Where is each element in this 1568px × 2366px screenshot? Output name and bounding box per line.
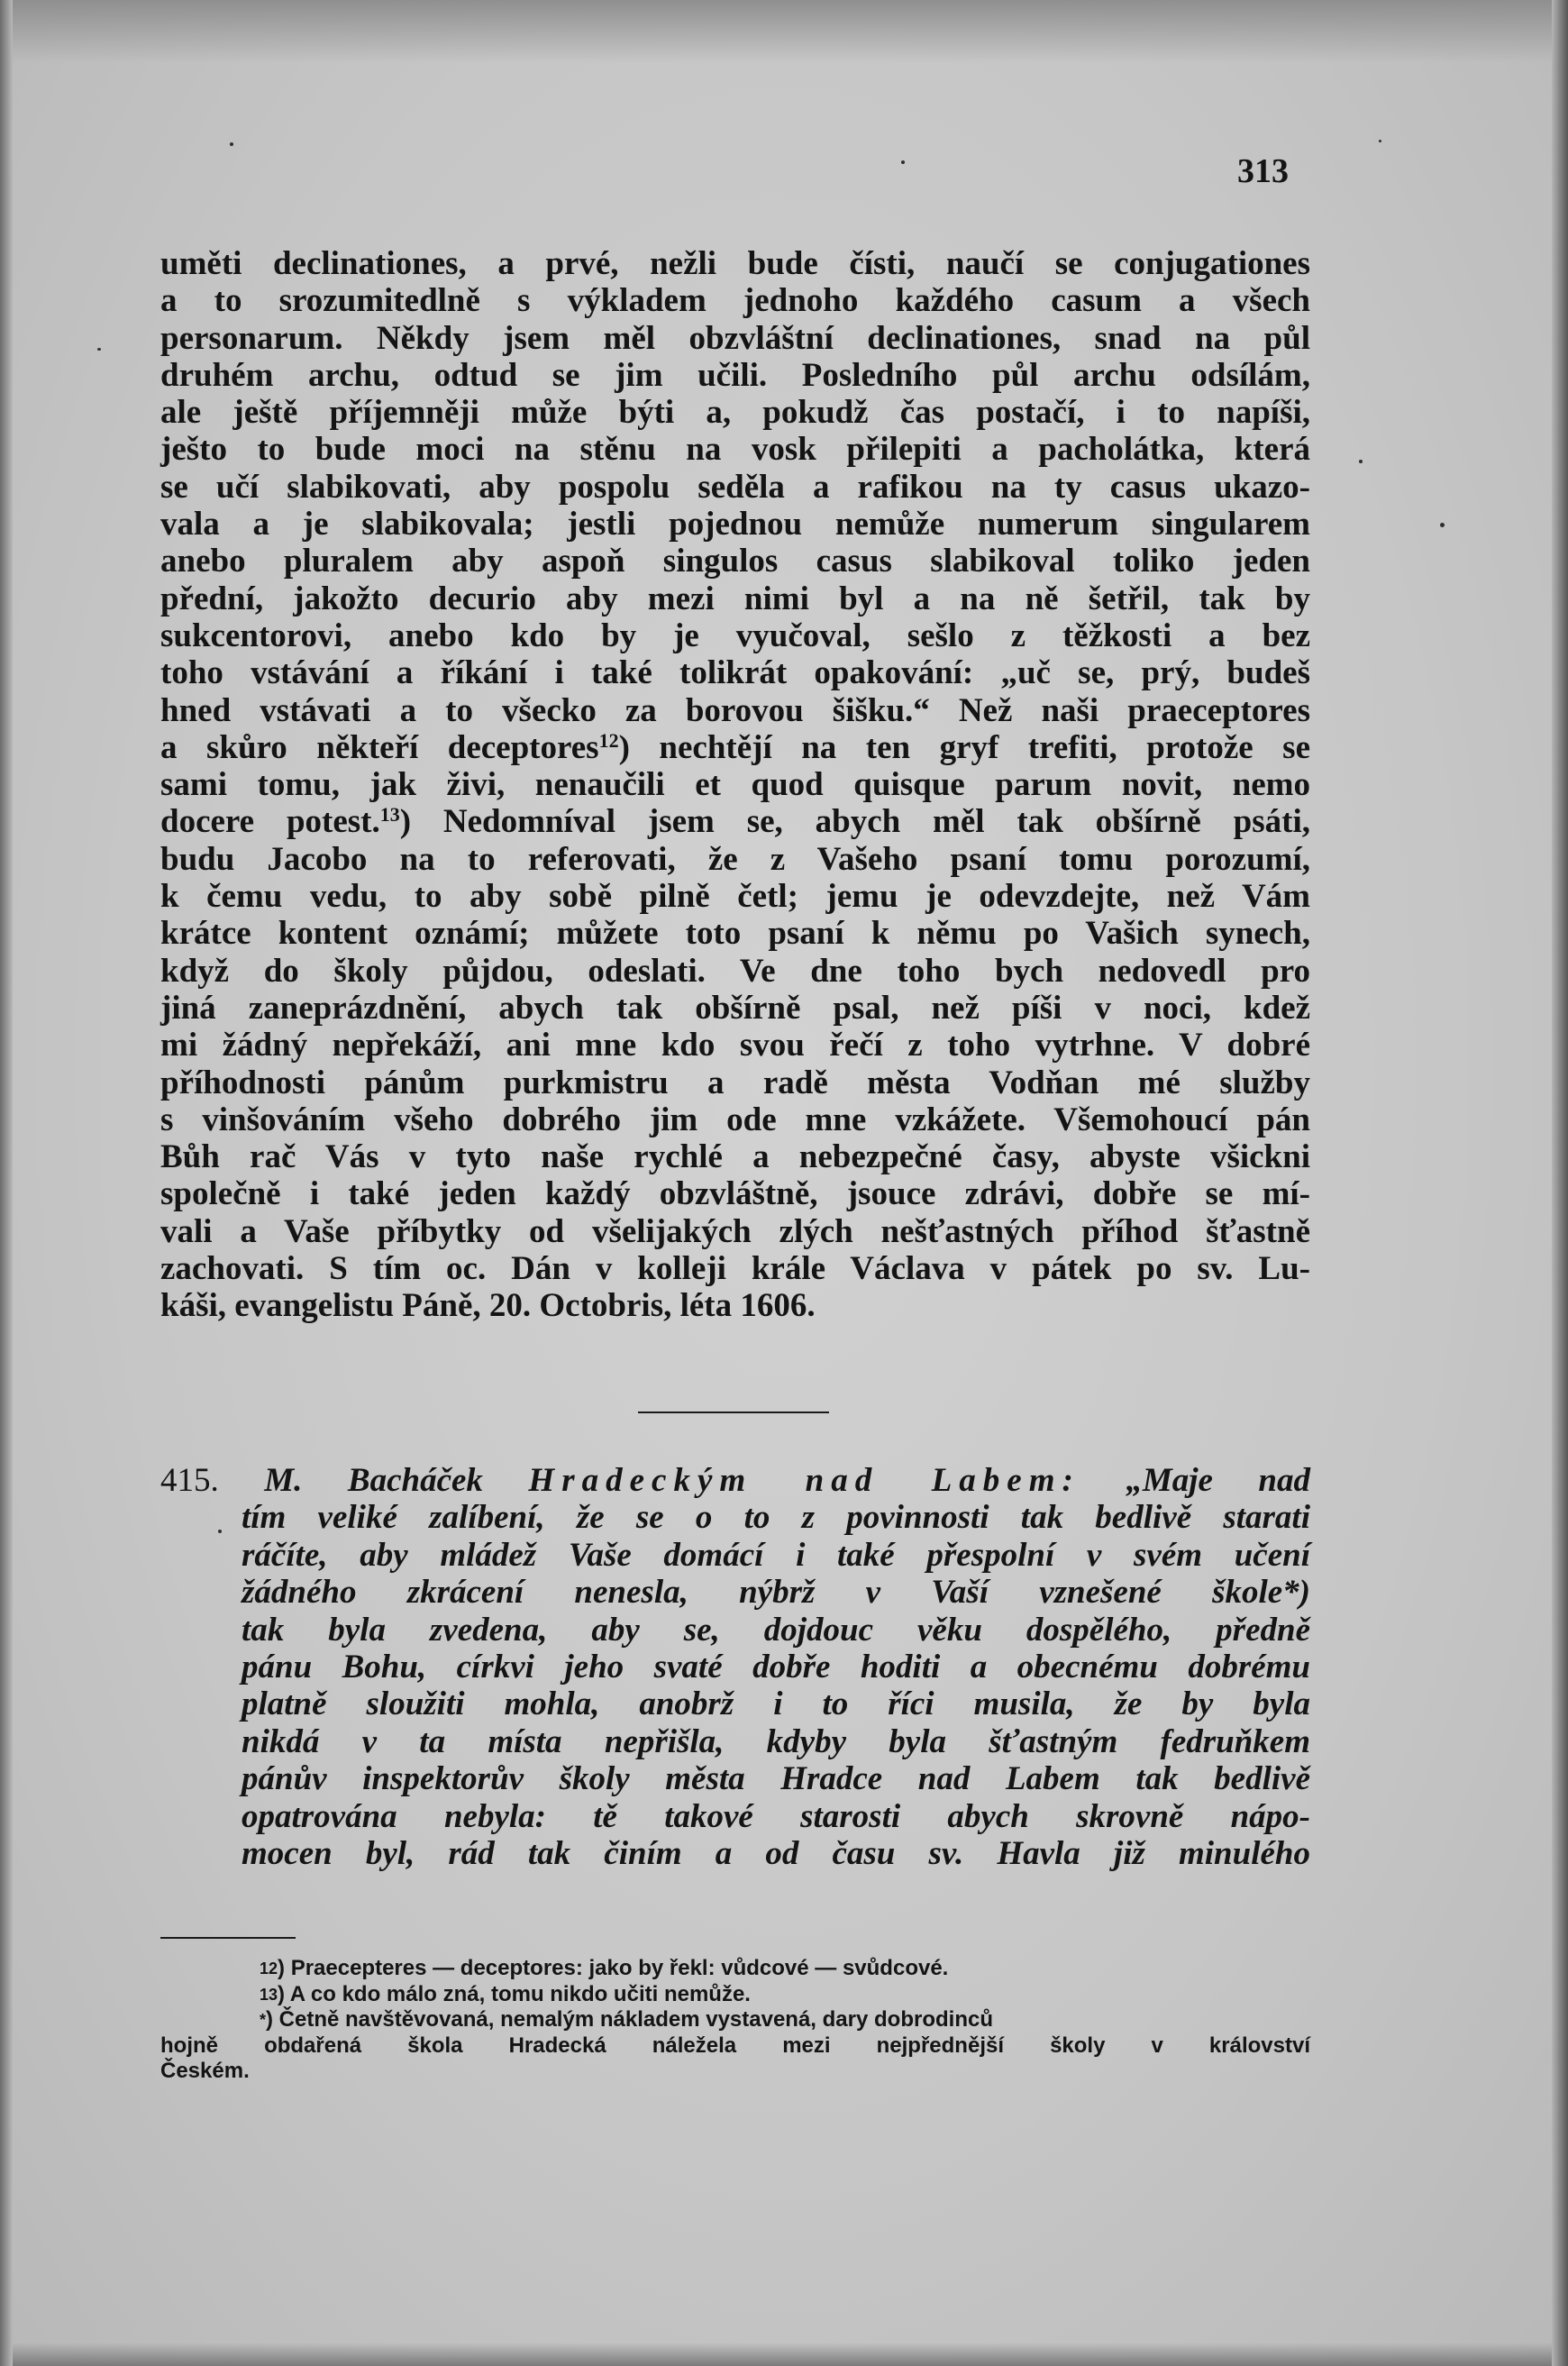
footnote-ref-12[interactable]: 12 <box>598 728 619 752</box>
footnote-12 <box>160 1956 1310 1982</box>
text-fragment: ) nechtějí na ten gryf trefiti, protože se <box>618 728 1311 766</box>
text-line-with-footnote-ref <box>160 729 1310 766</box>
entry-text-start: „Maje nad <box>1126 1462 1311 1499</box>
text-line: druhém archu, odtud se jim učili. Posledního půl archu odsílám, <box>160 356 1310 394</box>
text-line: krátce kontent oznámí; můžete toto psaní k němu po Vašich synech, <box>160 915 1310 953</box>
entry-text-line: platně sloužiti mohla, anobrž i to říci musila, že by byla <box>242 1685 1310 1723</box>
text-line: zachovati. S tím oc. Dán v kolleji krále Václava v pátek po sv. Lu- <box>160 1250 1310 1288</box>
text-line: toho vstávání a říkání i také tolikrát opakování: „uč se, prý, budeš <box>160 654 1310 692</box>
text-line: k čemu vedu, to aby sobě pilně četl; jemu je odevzdejte, než Vám <box>160 878 1310 916</box>
scan-speck <box>901 160 905 164</box>
entry-text-line: tím veliké zalíbení, že se o to z povinnosti tak bedlivě starati <box>242 1499 1310 1537</box>
text-line: se učí slabikovati, aby pospolu seděla a rafikou na ty casus ukazo- <box>160 468 1310 506</box>
footnotes <box>160 1956 1310 2085</box>
entry-text-line: pánu Bohu, církvi jeho svaté dobře hoditi a obecnému dobrému <box>242 1648 1310 1685</box>
entry-text-line: tak byla zvedena, aby se, dojdouc věku dospělého, předně <box>242 1611 1310 1649</box>
entry-recipient: Hradeckým nad Labem: <box>528 1462 1080 1499</box>
footnote-mark: * <box>260 2011 267 2030</box>
page-number: 313 <box>1237 152 1289 190</box>
text-line: anebo pluralem aby aspoň singulos casus slabikoval toliko jeden <box>160 543 1310 580</box>
entry-number: 415. <box>160 1462 219 1499</box>
scan-speck <box>97 348 101 351</box>
text-line: hned vstávati a to všecko za borovou šišku.“ Než naši praeceptores <box>160 691 1310 729</box>
entry-heading-line <box>160 1462 1310 1499</box>
entry-text-line: ráčíte, aby mládež Vaše domácí i také přespolní v svém učení <box>242 1536 1310 1574</box>
text-line: mi žádný nepřekáží, ani mne kdo svou řečí z toho vytrhne. V dobré <box>160 1027 1310 1064</box>
scan-edge-top <box>0 0 1568 63</box>
text-line: Bůh rač Vás v tyto naše rychlé a nebezpečné časy, abyste všickni <box>160 1138 1310 1176</box>
text-line: uměti declinationes, a prvé, nežli bude čísti, naučí se conjugationes <box>160 245 1310 282</box>
entry-text-line: žádného zkrácení nenesla, nýbrž v Vaší vznešené škole*) <box>242 1574 1310 1612</box>
entry-text-line: pánův inspektorův školy města Hradce nad Labem tak bedlivě <box>242 1760 1310 1798</box>
footnote-asterisk <box>160 2007 1310 2033</box>
text-line: sukcentorovi, anebo kdo by je vyučoval, sešlo z těžkosti a bez <box>160 617 1310 654</box>
text-line: a to srozumitedlně s výkladem jednoho každého casum a všech <box>160 282 1310 320</box>
text-line: s vinšováním všeho dobrého jim ode mne vzkážete. Všemohoucí pán <box>160 1101 1310 1138</box>
entry-text-line: opatrována nebyla: tě takové starosti abych skrovně nápo- <box>242 1797 1310 1835</box>
entry-text-line: mocen byl, rád tak činím a od času sv. Havla již minulého <box>242 1834 1310 1872</box>
text-line: budu Jacobo na to referovati, že z Vašeho psaní tomu porozumí, <box>160 840 1310 878</box>
footnote-text: ) A co kdo málo zná, tomu nikdo učiti nemůže. <box>278 1981 751 2006</box>
entry-author: M. Bacháček <box>264 1462 483 1499</box>
footnote-mark: 13 <box>260 1985 278 2004</box>
entry-text-line: nikdá v ta místa nepřišla, kdyby byla šťastným fedruňkem <box>242 1722 1310 1760</box>
text-line: přední, jakožto decurio aby mezi nimi byl a na ně šetřil, tak by <box>160 580 1310 617</box>
footnote-rule <box>160 1937 296 1939</box>
entry-415 <box>160 1462 1310 1872</box>
text-line: jiná zaneprázdnění, abych tak obšírně psal, než píši v noci, kdež <box>160 989 1310 1027</box>
section-divider <box>638 1411 829 1413</box>
scan-speck <box>1440 523 1445 527</box>
scan-edge-bottom <box>0 2343 1568 2366</box>
scan-edge-right <box>1552 0 1568 2366</box>
scan-speck <box>1359 460 1363 463</box>
footnote-mark: 12 <box>260 1959 278 1978</box>
text-line-with-footnote-ref <box>160 803 1310 840</box>
text-line-closing: káši, evangelistu Páně, 20. Octobris, léta 1606. <box>160 1287 816 1325</box>
text-line: vala a je slabikovala; jestli pojednou nemůže numerum singularem <box>160 506 1310 544</box>
text-line: ale ještě příjemněji může býti a, pokudž čas postačí, i to napíši, <box>160 394 1310 432</box>
text-line: sami tomu, jak živi, nenaučili et quod quisque parum novit, nemo <box>160 766 1310 804</box>
text-fragment: ) Nedomníval jsem se, abych měl tak obšírně psáti, <box>399 803 1310 841</box>
text-line: vali a Vaše příbytky od všelijakých zlých nešťastných příhod šťastně <box>160 1212 1310 1250</box>
scan-speck <box>230 142 233 146</box>
text-fragment: docere potest. <box>160 803 380 841</box>
footnote-13 <box>160 1982 1310 2008</box>
text-line: příhodnosti pánům purkmistru a radě města Vodňan mé služby <box>160 1064 1310 1101</box>
letter-body <box>160 245 1310 1325</box>
footnote-text: ) Četně navštěvovaná, nemalým nákladem vystavená, dary dobrodinců <box>266 2007 993 2033</box>
text-line: personarum. Někdy jsem měl obzvláštní declinationes, snad na půl <box>160 319 1310 357</box>
footnote-continuation: hojně obdařená škola Hradecká náležela mezi nejpřednější školy v království <box>160 2033 1310 2058</box>
scan-speck <box>1379 140 1381 142</box>
text-fragment: a skůro někteří deceptores <box>160 728 599 766</box>
text-line: společně i také jeden každý obzvláštně, jsouce zdrávi, dobře se mí- <box>160 1175 1310 1213</box>
footnote-text: ) Praecepteres — deceptores: jako by řekl: vůdcové — svůdcové. <box>278 1956 949 1980</box>
footnote-continuation: Českém. <box>160 2059 250 2084</box>
scan-edge-left <box>0 0 13 2366</box>
text-line: ješto to bude moci na stěnu na vosk přilepiti a pacholátka, která <box>160 431 1310 469</box>
text-line: když do školy půjdou, odeslati. Ve dne toho bych nedovedl pro <box>160 952 1310 990</box>
footnote-ref-13[interactable]: 13 <box>379 803 400 827</box>
